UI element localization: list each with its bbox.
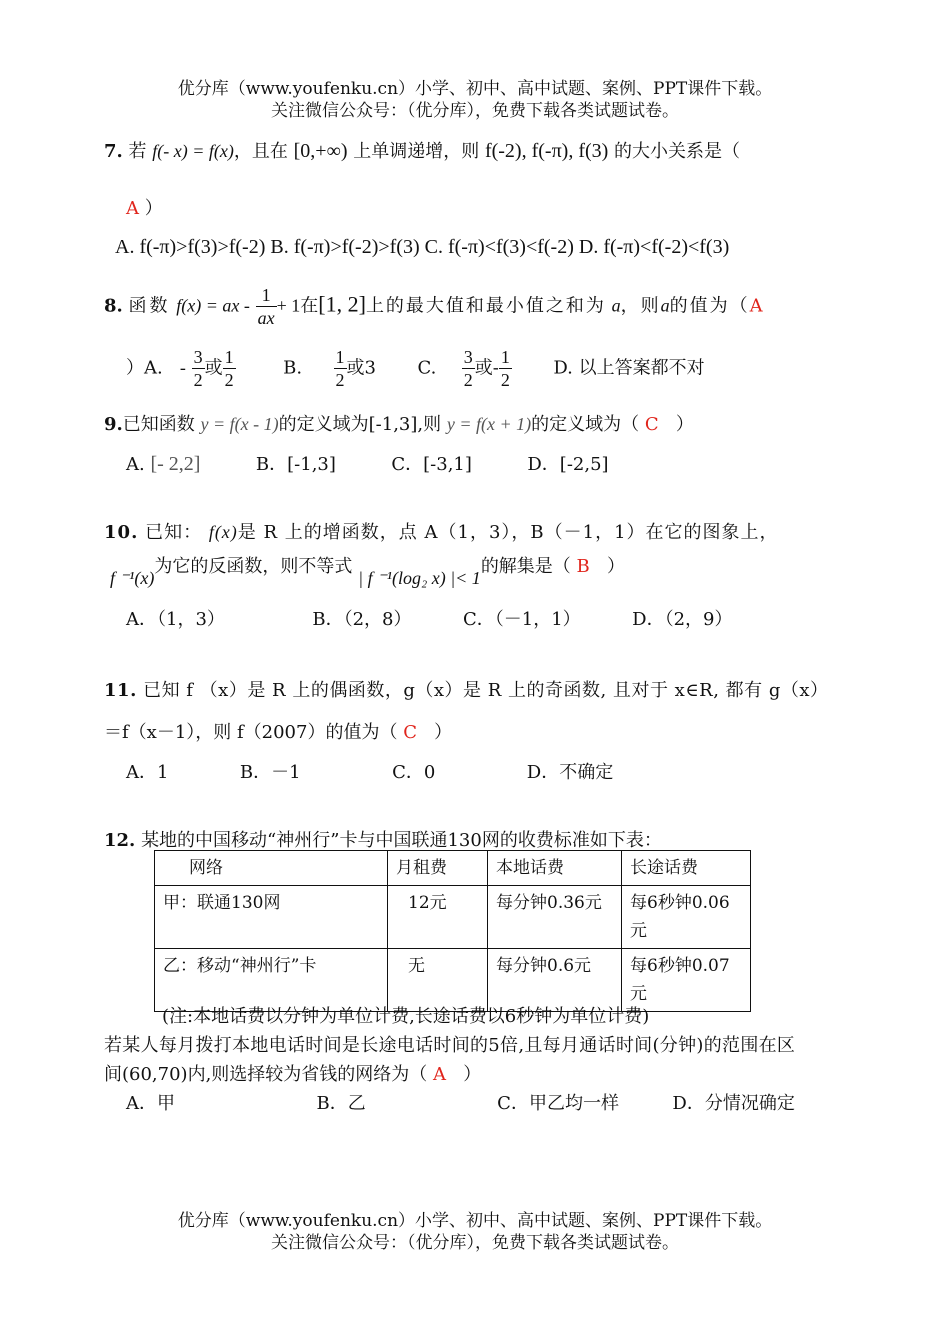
q9-options (126, 450, 609, 476)
q8-math-1: f(x) = ax - (176, 295, 250, 316)
q7-math-2: [0,+∞) (293, 140, 348, 162)
question-number: 9. (104, 414, 123, 435)
q9-math-2: y = f(x + 1) (446, 414, 532, 434)
q11-options (126, 758, 613, 784)
table-row (155, 886, 751, 949)
frac-num: 3 (193, 347, 203, 367)
frac-num: 1 (224, 347, 234, 367)
question-number: 10 (104, 522, 132, 543)
footer-line-1: 优分库（www.youfenku.cn）小学、初中、高中试题、案例、PPT课件下载。 (177, 1211, 773, 1231)
q11-line-1: 已知 f （x）是 R 上的偶函数，g（x）是 R 上的奇函数, 且对于 x∈R, 都有 g（x） (143, 680, 829, 701)
q9-text: 的定义域为（ (531, 414, 640, 435)
q8-math-5: a (660, 295, 670, 316)
q10-options (126, 605, 732, 631)
table-cell: 每6秒钟0.07元 (622, 949, 751, 1012)
q8-or: 或- (474, 357, 499, 379)
answer-mark: C (644, 414, 659, 435)
q11-option-b: B．－1 (239, 762, 301, 783)
answer-mark: A (749, 295, 763, 317)
question-8-stem: 8. 函数 f(x) = ax - $\frac{1}{ax}$ + 1在[1, 2]上的最大值和最小值之和为 a，则a的值为（A (104, 285, 763, 328)
question-12-stem (104, 826, 662, 852)
q8-option-b-rest: 或3 (346, 357, 376, 379)
q8-math-3: [1, 2] (318, 291, 366, 317)
frac-den: 2 (224, 370, 234, 390)
q12-option-b: B．乙 (316, 1093, 366, 1114)
question-number: 12. (104, 830, 136, 851)
question-number: 11 (104, 680, 131, 701)
answer-mark: A (433, 1064, 447, 1085)
table-cell: 甲：联通130网 (155, 886, 388, 949)
q8-option-a-label: A. (144, 357, 163, 379)
page-footer (0, 1210, 950, 1254)
q9-close: ） (675, 414, 694, 435)
q8-fraction (256, 284, 277, 329)
q9-option-c: C．[-3,1] (391, 454, 472, 475)
q12-option-c: C．甲乙均一样 (497, 1093, 619, 1114)
table-header: 本地话费 (488, 851, 622, 886)
q12-line-2 (104, 1060, 481, 1086)
q7-close: ） (144, 198, 163, 219)
q8-math-2: + 1 (276, 295, 301, 316)
q12-option-a: A．甲 (126, 1093, 175, 1114)
q7-math-3: f(-2), f(-π), f(3) (484, 140, 609, 162)
q12-line-2-text: 间(60,70)内,则选择较为省钱的网络为（ (104, 1064, 428, 1085)
q12-close: ） (463, 1064, 482, 1085)
q7-text: 上单调递增，则 (353, 141, 480, 162)
question-number: 7 (104, 141, 117, 162)
question-11-stem: 11. 已知 f （x）是 R 上的偶函数，g（x）是 R 上的奇函数, 且对于 x∈R, 都有 g（x） (104, 680, 829, 701)
q7-text: 的大小关系是（ (614, 141, 741, 162)
answer-mark: C (403, 722, 417, 743)
q8-option-b-label: B. (283, 357, 303, 379)
q10-text: 是 R 上的增函数，点 A（1，3），B（－1，1）在它的图象上， (237, 522, 779, 543)
frac-den: 2 (500, 370, 510, 390)
q10-option-c: C．（－1，1） (462, 609, 581, 630)
q7-text: ，且在 (233, 141, 288, 162)
q8-text: 的值为（ (669, 295, 750, 317)
q9-option-b: B．[-1,3] (255, 454, 336, 475)
fee-table (154, 850, 751, 1012)
table-cell: 无 (388, 949, 488, 1012)
q7-answer-line (126, 194, 163, 220)
question-number: 8 (104, 295, 117, 317)
q8-text: 在 (300, 295, 319, 317)
question-10-stem-2 (110, 552, 625, 588)
q12-options (126, 1089, 795, 1115)
frac-den: 2 (463, 370, 473, 390)
q9-option-d: D．[-2,5] (527, 454, 609, 475)
frac-den: 2 (193, 370, 203, 390)
q10-text: 已知： (145, 522, 203, 543)
question-7-stem: 7. 若 f(- x) = f(x)，且在 [0,+∞) 上单调递增，则 f(-2), f(-π), f(3) 的大小关系是（ (104, 140, 741, 162)
frac-den: ax (257, 308, 275, 328)
q10-text: 的解集是（ (480, 556, 571, 577)
q7-options: A. f(-π)>f(3)>f(-2) B. f(-π)>f(-2)>f(3) C. f(-π)<f(3)<f(-2) D. f(-π)<f(-2)<f(3) (115, 236, 730, 258)
q12-option-d: D．分情况确定 (672, 1093, 795, 1114)
question-10-stem: 10. 已知： f(x)是 R 上的增函数，点 A（1，3），B（－1，1）在它的图象上， (104, 522, 779, 543)
table-cell: 12元 (388, 886, 488, 949)
answer-mark: A (126, 198, 139, 219)
table-header-row (155, 851, 751, 886)
q11-close: ） (434, 722, 453, 743)
q9-text: 已知函数 (122, 414, 195, 435)
q10-math-1: f(x) (208, 522, 238, 542)
q10-option-b: B．（2，8） (312, 609, 412, 630)
table-header: 月租费 (388, 851, 488, 886)
q8-option-d: D. 以上答案都不对 (553, 357, 705, 379)
q8-text: 上的最大值和最小值之和为 (365, 295, 606, 317)
table-cell: 每分钟0.36元 (488, 886, 622, 949)
q9-text: 的定义域为[-1,3],则 (278, 414, 442, 435)
q11-line-2: ＝f（x－1），则 f（2007）的值为（ (104, 722, 398, 743)
question-11-stem-2 (104, 718, 452, 744)
answer-mark: B (576, 556, 590, 577)
q8-math-4: a (611, 295, 621, 316)
q10-option-a: A．（1，3） (126, 609, 225, 630)
table-cell: 每分钟0.6元 (488, 949, 622, 1012)
q10-math-2: f ⁻¹(x) (110, 568, 155, 588)
q8-text: ，则 (620, 295, 661, 317)
q12-line-1: 若某人每月拨打本地电话时间是长途电话时间的5倍,且每月通话时间(分钟)的范围在区 (104, 1035, 796, 1056)
q8-options (126, 346, 705, 391)
header-line-2: 关注微信公众号：（优分库），免费下载各类试题试卷。 (271, 101, 679, 121)
q8-close: ） (126, 357, 144, 379)
q10-option-d: D．（2，9） (632, 609, 733, 630)
q12-stem-text: 某地的中国移动“神州行”卡与中国联通130网的收费标准如下表： (141, 830, 662, 851)
q8-text: 函数 (128, 295, 171, 317)
q10-close: ） (606, 556, 625, 577)
q9-math-1: y = f(x - 1) (200, 414, 279, 434)
q8-or: 或 (204, 357, 223, 379)
q9-option-a-math: [- 2,2] (150, 453, 201, 475)
q7-math-1: f(- x) = f(x) (152, 141, 234, 161)
question-9-stem (104, 410, 694, 436)
q11-option-a: A．1 (126, 762, 169, 783)
header-line-1: 优分库（www.youfenku.cn）小学、初中、高中试题、案例、PPT课件下载。 (177, 79, 773, 99)
frac-num: 3 (463, 347, 473, 367)
q12-note: (注:本地话费以分钟为单位计费,长途话费以6秒钟为单位计费) (162, 1006, 650, 1027)
q9-option-a-label: A. (126, 454, 145, 475)
footer-line-2: 关注微信公众号：（优分库），免费下载各类试题试卷。 (271, 1233, 679, 1253)
frac-num: 1 (256, 284, 277, 307)
q10-math-3: | f ⁻¹(log₂ x) |< 1 (358, 568, 481, 588)
table-header: 长途话费 (622, 851, 751, 886)
q8-option-c-label: C. (417, 357, 437, 379)
frac-num: 1 (500, 347, 510, 367)
q11-option-d: D．不确定 (526, 762, 614, 783)
q7-text: 若 (128, 141, 147, 162)
table-cell: 乙：移动“神州行”卡 (155, 949, 388, 1012)
frac-den: 2 (335, 370, 345, 390)
table-header: 网络 (155, 851, 388, 886)
q10-text: 为它的反函数，则不等式 (154, 556, 353, 577)
q8-option-a-sign: - (179, 357, 186, 378)
table-cell: 每6秒钟0.06元 (622, 886, 751, 949)
frac-num: 1 (335, 347, 345, 367)
page-header (0, 78, 950, 122)
q11-option-c: C．0 (392, 762, 436, 783)
